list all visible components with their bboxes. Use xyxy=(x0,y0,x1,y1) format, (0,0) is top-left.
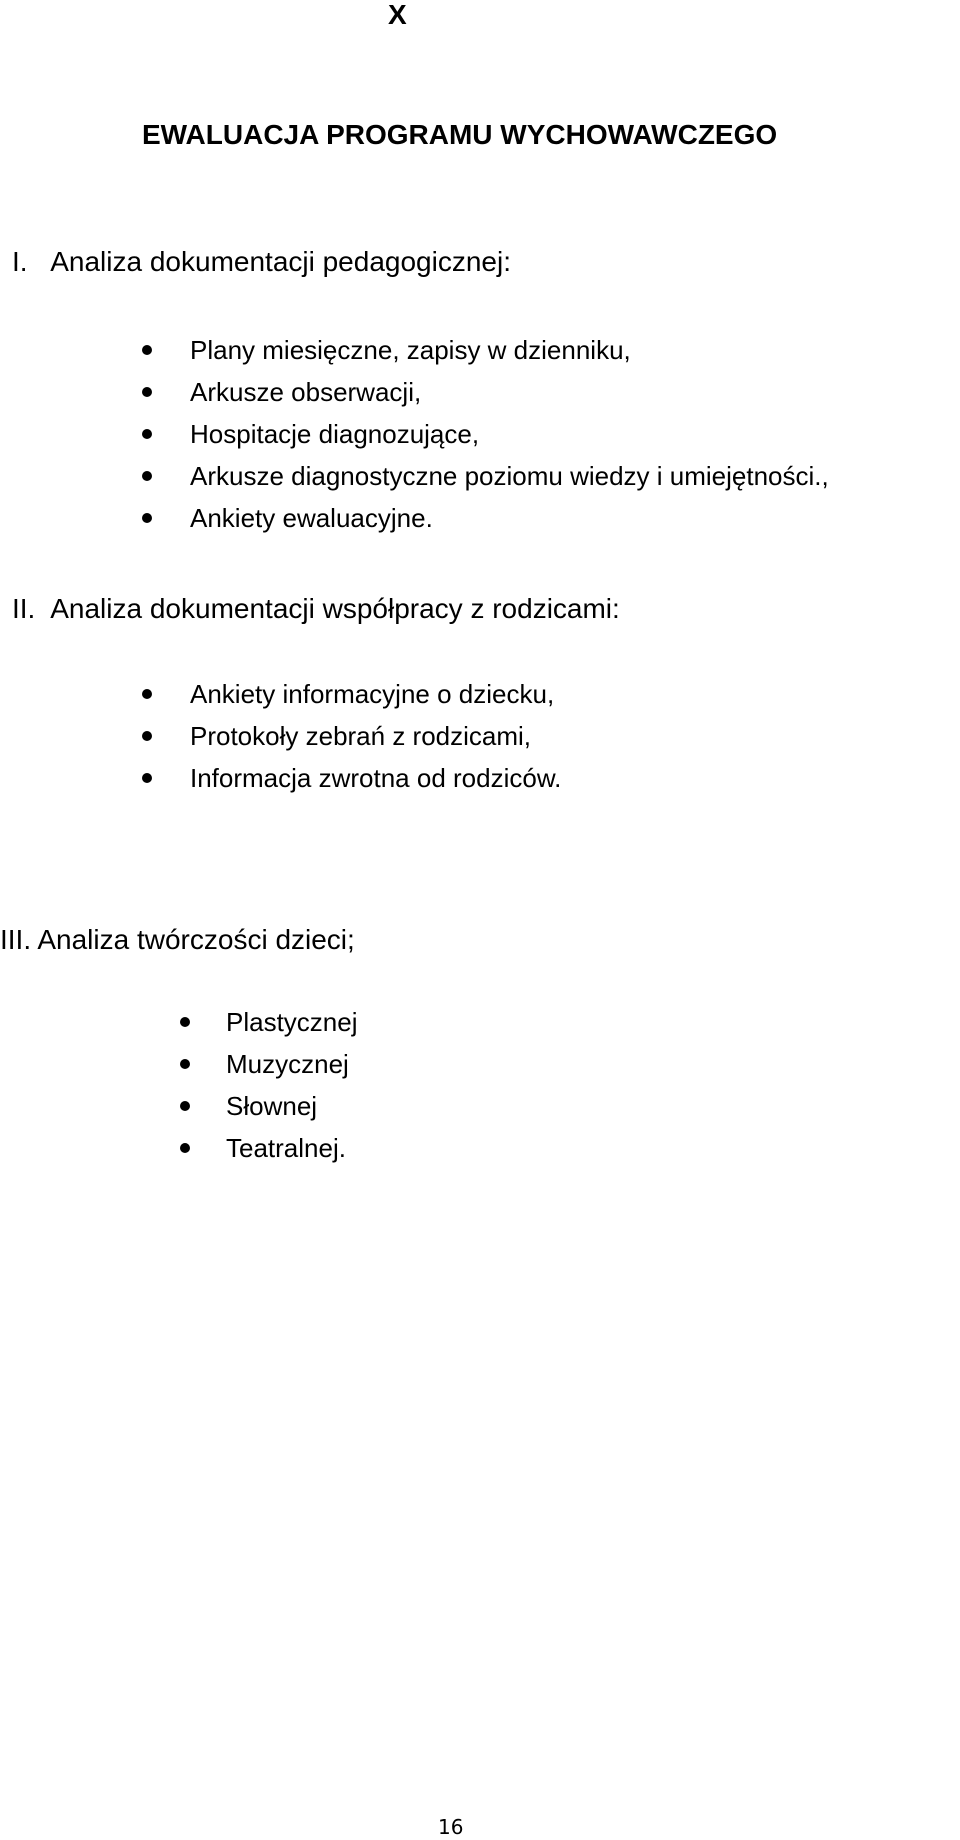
list-item: Plastycznej xyxy=(180,1001,358,1043)
list-item: Hospitacje diagnozujące, xyxy=(142,413,829,455)
list-item: Informacja zwrotna od rodziców. xyxy=(142,757,561,799)
bullet-icon xyxy=(180,1017,190,1027)
document-title: EWALUACJA PROGRAMU WYCHOWAWCZEGO xyxy=(142,119,778,150)
section-heading-3 xyxy=(0,923,355,957)
section-heading-2 xyxy=(12,592,620,626)
section-1-list xyxy=(142,329,829,539)
list-item: Arkusze obserwacji, xyxy=(142,371,829,413)
bullet-icon xyxy=(142,387,152,397)
bullet-icon xyxy=(180,1059,190,1069)
bullet-icon xyxy=(142,513,152,523)
bullet-icon xyxy=(142,429,152,439)
section-numeral: II. xyxy=(12,593,36,624)
list-item: Protokoły zebrań z rodzicami, xyxy=(142,715,561,757)
bullet-icon xyxy=(142,773,152,783)
list-item: Arkusze diagnostyczne poziomu wiedzy i umiejętności., xyxy=(142,455,829,497)
section-heading-1 xyxy=(12,245,511,279)
list-item: Słownej xyxy=(180,1085,358,1127)
bullet-icon xyxy=(142,731,152,741)
section-2-list xyxy=(142,673,561,799)
section-heading-text: Analiza twórczości dzieci; xyxy=(37,924,355,955)
page-number: 16 xyxy=(438,1815,464,1839)
list-item: Ankiety ewaluacyjne. xyxy=(142,497,829,539)
bullet-icon xyxy=(180,1101,190,1111)
bullet-icon xyxy=(142,471,152,481)
list-item: Teatralnej. xyxy=(180,1127,358,1169)
page-marker: X xyxy=(388,0,407,30)
list-item: Plany miesięczne, zapisy w dzienniku, xyxy=(142,329,829,371)
section-heading-text: Analiza dokumentacji pedagogicznej: xyxy=(50,246,511,277)
bullet-icon xyxy=(142,689,152,699)
bullet-icon xyxy=(142,345,152,355)
section-numeral: I. xyxy=(12,246,28,277)
section-numeral: III. xyxy=(0,924,32,955)
list-item: Ankiety informacyjne o dziecku, xyxy=(142,673,561,715)
section-3-list xyxy=(180,1001,358,1169)
list-item: Muzycznej xyxy=(180,1043,358,1085)
section-heading-text: Analiza dokumentacji współpracy z rodzicami: xyxy=(50,593,620,624)
bullet-icon xyxy=(180,1143,190,1153)
